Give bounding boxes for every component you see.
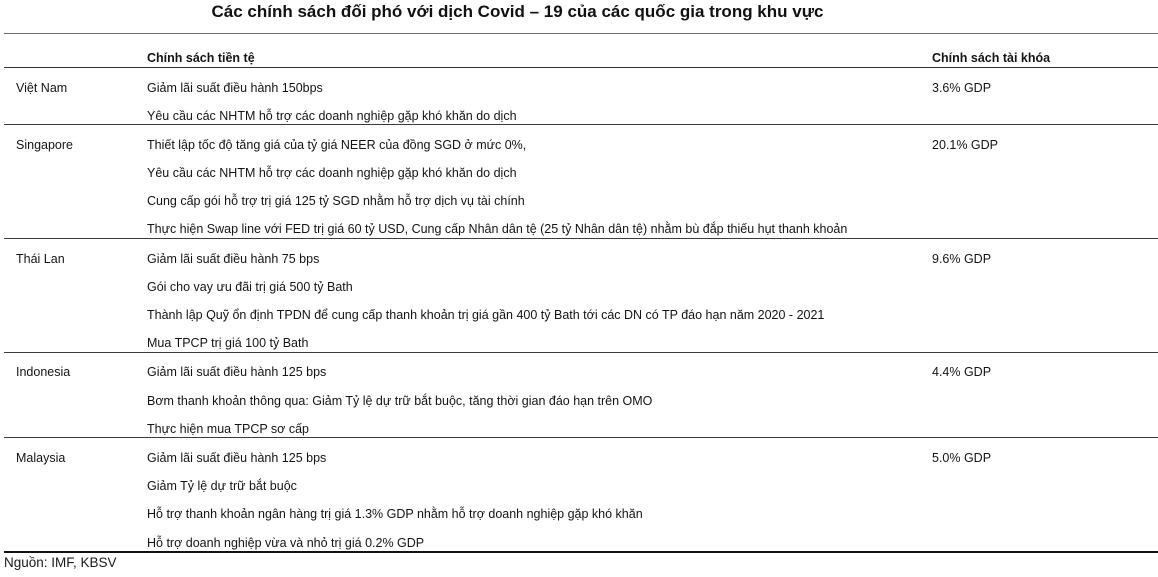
table-row-singapore (4, 125, 1158, 239)
fiscal-policy-value: 4.4% GDP (932, 365, 992, 380)
header-fiscal-policy: Chính sách tài khóa (932, 51, 1051, 65)
country-name: Indonesia (16, 365, 71, 380)
monetary-policy-item: Mua TPCP trị giá 100 tỷ Bath (147, 336, 309, 351)
monetary-policy-cell (147, 353, 932, 438)
fiscal-policy-cell (932, 68, 1158, 124)
monetary-policy-item: Gói cho vay ưu đãi trị giá 500 tỷ Bath (147, 279, 353, 294)
fiscal-policy-value: 20.1% GDP (932, 137, 999, 152)
monetary-policy-item: Hỗ trợ thanh khoản ngân hàng trị giá 1.3% GDP nhằm hỗ trợ doanh nghiệp gặp khó khăn (147, 507, 643, 522)
monetary-policy-item: Yêu cầu các NHTM hỗ trợ các doanh nghiệp gặp khó khăn do dịch (147, 108, 517, 123)
monetary-policy-cell (147, 68, 932, 124)
monetary-policy-item: Bơm thanh khoản thông qua: Giảm Tỷ lệ dự trữ bắt buộc, tăng thời gian đáo hạn trên OMO (147, 393, 653, 408)
fiscal-policy-cell (932, 353, 1158, 438)
monetary-policy-item: Thực hiện mua TPCP sơ cấp (147, 421, 310, 436)
monetary-policy-item: Giảm lãi suất điều hành 75 bps (147, 251, 320, 266)
header-monetary-policy: Chính sách tiền tệ (147, 51, 255, 65)
monetary-policy-cell (147, 438, 932, 551)
country-cell (4, 353, 147, 438)
table-header-row (4, 34, 1158, 68)
monetary-policy-item: Thực hiện Swap line với FED trị giá 60 tỷ USD, Cung cấp Nhân dân tệ (25 tỷ Nhân dân tệ) nhằm bù đắp thiếu hụt thanh khoản (147, 222, 848, 237)
monetary-policy-item: Giảm lãi suất điều hành 125 bps (147, 450, 327, 465)
fiscal-policy-value: 3.6% GDP (932, 80, 992, 95)
monetary-policy-item: Thành lập Quỹ ổn định TPDN để cung cấp thanh khoản trị giá gần 400 tỷ Bath tới các DN có TP đáo hạn năm 2020 - 2021 (147, 308, 825, 322)
country-cell (4, 68, 147, 124)
monetary-policy-item: Hỗ trợ doanh nghiệp vừa và nhỏ trị giá 0.2% GDP (147, 535, 425, 550)
country-name: Thái Lan (16, 251, 65, 266)
table-row-malaysia (4, 438, 1158, 553)
monetary-policy-item: Giảm Tỷ lệ dự trữ bắt buộc (147, 479, 297, 494)
monetary-policy-item: Giảm lãi suất điều hành 150bps (147, 80, 323, 95)
country-cell (4, 438, 147, 551)
table-row-viet-nam (4, 68, 1158, 125)
source-note: Nguồn: IMF, KBSV (4, 555, 117, 570)
country-name: Việt Nam (16, 80, 68, 95)
page-title: Các chính sách đối phó với dịch Covid – 19 của các quốc gia trong khu vực (211, 2, 824, 21)
monetary-policy-cell (147, 125, 932, 238)
country-name: Malaysia (16, 450, 66, 465)
monetary-policy-cell (147, 239, 932, 352)
country-cell (4, 125, 147, 238)
country-name: Singapore (16, 137, 73, 152)
policy-table (4, 33, 1158, 553)
header-country (4, 34, 147, 67)
fiscal-policy-value: 5.0% GDP (932, 450, 992, 465)
table-row-thai-lan (4, 239, 1158, 353)
table-row-indonesia (4, 353, 1158, 439)
fiscal-policy-cell (932, 239, 1158, 352)
monetary-policy-item: Yêu cầu các NHTM hỗ trợ các doanh nghiệp gặp khó khăn do dịch (147, 166, 517, 181)
fiscal-policy-cell (932, 125, 1158, 238)
monetary-policy-item: Cung cấp gói hỗ trợ trị giá 125 tỷ SGD nhằm hỗ trợ dịch vụ tài chính (147, 194, 525, 209)
monetary-policy-item: Thiết lập tốc độ tăng giá của tỷ giá NEER của đồng SGD ở mức 0%, (147, 137, 527, 152)
fiscal-policy-value: 9.6% GDP (932, 251, 992, 266)
monetary-policy-item: Giảm lãi suất điều hành 125 bps (147, 365, 327, 380)
country-cell (4, 239, 147, 352)
fiscal-policy-cell (932, 438, 1158, 551)
